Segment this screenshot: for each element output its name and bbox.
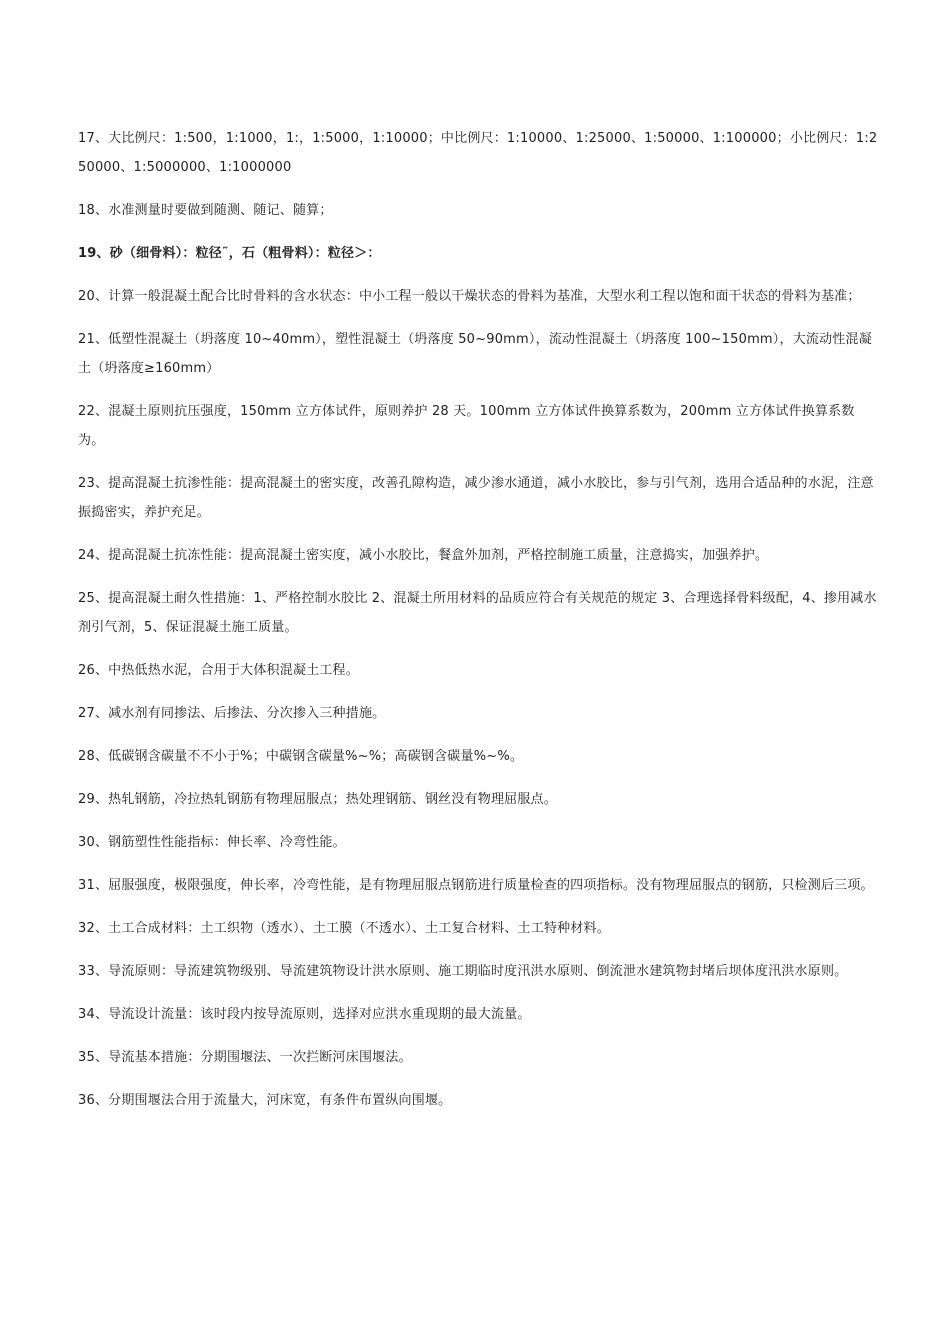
list-item-17: 17、大比例尺：1:500，1:1000，1:，1:5000，1:10000；中比例尺：1:10000、1:25000、1:50000、1:100000；小比例尺：1:250000、1:5000000、1:1000000 <box>78 131 878 175</box>
list-item-31: 31、屈服强度，极限强度，伸长率，冷弯性能，是有物理屈服点钢筋进行质量检查的四项指标。没有物理屈服点的钢筋，只检测后三项。 <box>78 878 874 893</box>
list-item-22: 22、混凝土原则抗压强度，150mm 立方体试件，原则养护 28 天。100mm 立方体试件换算系数为，200mm 立方体试件换算系数为。 <box>78 404 855 448</box>
list-item-34: 34、导流设计流量：该时段内按导流原则，选择对应洪水重现期的最大流量。 <box>78 1007 531 1022</box>
list-item-32: 32、土工合成材料：土工织物（透水）、土工膜（不透水）、土工复合材料、土工特种材料。 <box>78 921 610 936</box>
list-item-21: 21、低塑性混凝土（坍落度 10~40mm），塑性混凝土（坍落度 50~90mm），流动性混凝土（坍落度 100~150mm），大流动性混凝土（坍落度≥160mm） <box>78 332 872 376</box>
list-item-30: 30、钢筋塑性性能指标：伸长率、冷弯性能。 <box>78 835 346 850</box>
list-item-36: 36、分期围堰法合用于流量大，河床宽，有条件布置纵向围堰。 <box>78 1093 452 1108</box>
list-item-20: 20、计算一般混凝土配合比时骨料的含水状态：中小工程一般以干燥状态的骨料为基准，大型水利工程以饱和面干状态的骨料为基准； <box>78 289 861 304</box>
list-item-28: 28、低碳钢含碳量不不小于%；中碳钢含碳量%~%；高碳钢含碳量%~%。 <box>78 749 524 764</box>
list-item-35: 35、导流基本措施：分期围堰法、一次拦断河床围堰法。 <box>78 1050 412 1065</box>
list-item-27: 27、减水剂有同掺法、后掺法、分次掺入三种措施。 <box>78 706 386 721</box>
list-item-25: 25、提高混凝土耐久性措施：1、严格控制水胶比 2、混凝土所用材料的品质应符合有关规范的规定 3、合理选择骨料级配，4、掺用减水剂引气剂，5、保证混凝土施工质量。 <box>78 591 877 635</box>
list-item-19: 19、砂（细骨料）：粒径˜，石（粗骨料）：粒径＞： <box>78 246 381 261</box>
list-item-24: 24、提高混凝土抗冻性能：提高混凝土密实度，减小水胶比，餐盒外加剂，严格控制施工质量，注意捣实，加强养护。 <box>78 548 769 563</box>
list-item-18: 18、水准测量时要做到随测、随记、随算； <box>78 203 333 218</box>
list-item-29: 29、热轧钢筋，冷拉热轧钢筋有物理屈服点；热处理钢筋、钢丝没有物理屈服点。 <box>78 792 557 807</box>
list-item-26: 26、中热低热水泥，合用于大体积混凝土工程。 <box>78 663 359 678</box>
list-item-23: 23、提高混凝土抗渗性能：提高混凝土的密实度，改善孔隙构造，减少渗水通道，减小水胶比，参与引气剂，选用合适品种的水泥，注意振捣密实，养护充足。 <box>78 476 874 520</box>
list-item-33: 33、导流原则：导流建筑物级别、导流建筑物设计洪水原则、施工期临时度汛洪水原则、倒流泄水建筑物封堵后坝体度汛洪水原则。 <box>78 964 848 979</box>
document-body <box>78 124 878 1129</box>
